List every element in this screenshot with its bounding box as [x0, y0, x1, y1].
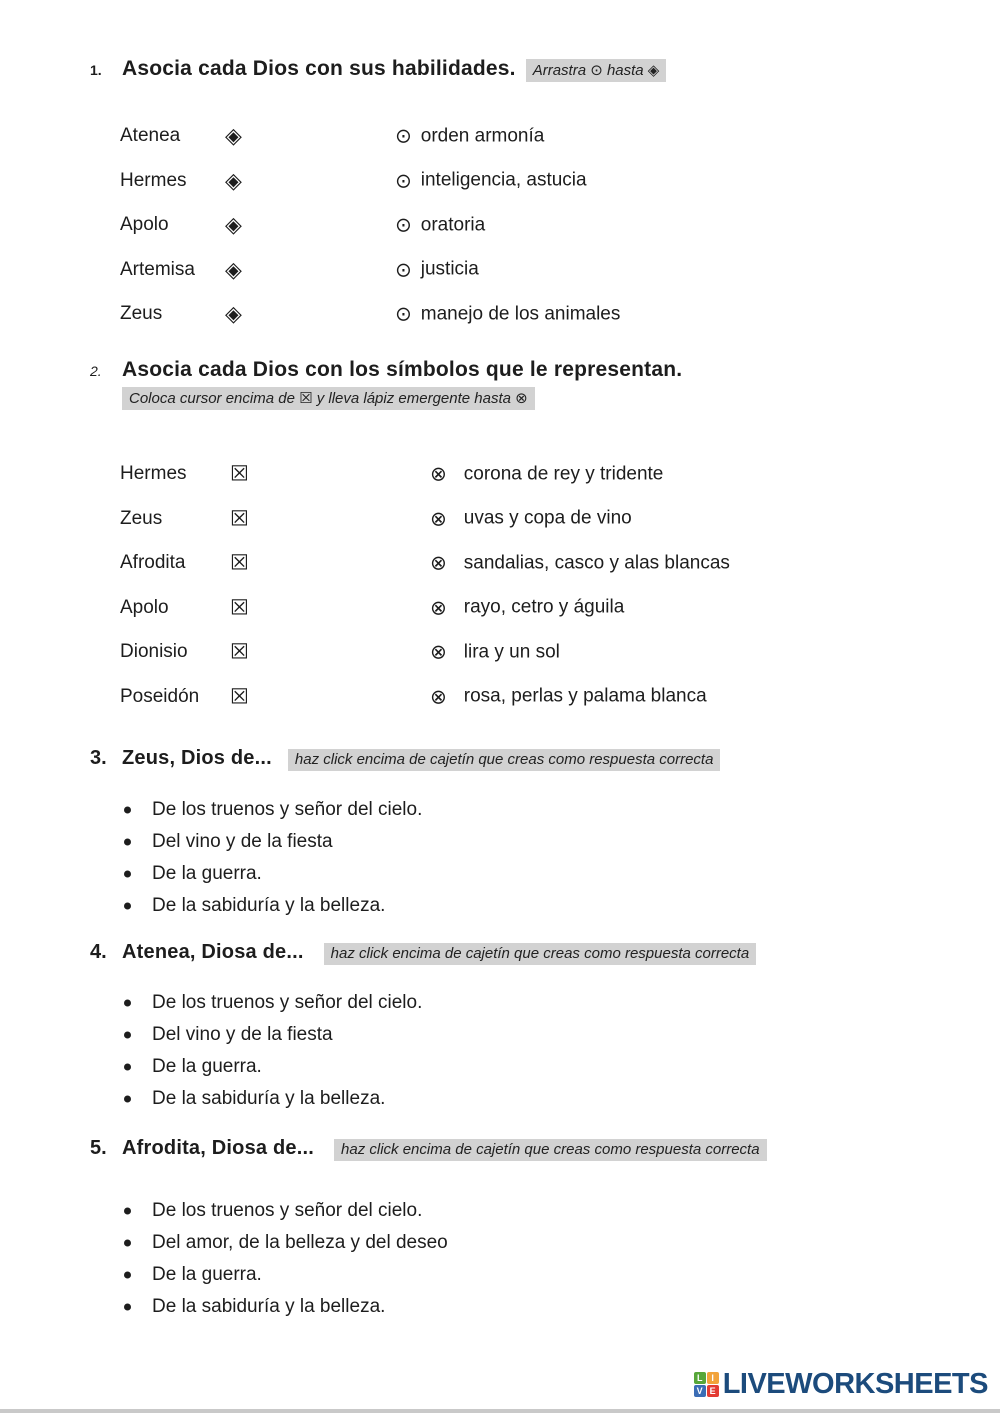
god-name: Zeus — [120, 507, 163, 529]
bullet-icon — [124, 1272, 131, 1279]
bullet-icon — [124, 1304, 131, 1311]
circled-x-handle-icon[interactable]: ⊗ — [430, 552, 447, 575]
match-text: manejo de los animales — [420, 303, 621, 325]
answer-option[interactable] — [122, 794, 822, 826]
instruction-highlight: Arrastra ⊙ hasta ◈ — [526, 59, 667, 82]
logo-square-v: V — [694, 1385, 706, 1397]
options-list-q4 — [122, 987, 822, 1115]
answer-option[interactable] — [122, 1051, 822, 1083]
bullet-icon — [124, 1064, 131, 1071]
answer-option[interactable] — [122, 858, 822, 890]
answer-text: Del vino y de la fiesta — [152, 1024, 333, 1045]
bullet-icon — [124, 871, 131, 878]
diamond-target-icon[interactable]: ◈ — [225, 212, 242, 238]
answer-text: De la guerra. — [152, 863, 262, 884]
god-name: Poseidón — [120, 685, 200, 707]
brand-text: LIVEWORKSHEETS — [722, 1368, 988, 1400]
question-title: Zeus, Dios de... — [122, 747, 272, 769]
answer-option[interactable] — [122, 1083, 822, 1115]
instruction-highlight: Coloca cursor encima de ☒ y lleva lápiz emergente hasta ⊗ — [122, 387, 535, 410]
match-text: uvas y copa de vino — [463, 507, 632, 529]
match-text: orden armonía — [420, 125, 545, 147]
diamond-target-icon[interactable]: ◈ — [225, 256, 242, 282]
match-option — [430, 595, 624, 620]
question-title: Afrodita, Diosa de... — [122, 1137, 315, 1159]
circle-dot-handle-icon[interactable]: ⊙ — [395, 125, 412, 148]
bullet-icon — [124, 1096, 131, 1103]
match-row — [120, 203, 900, 248]
diamond-target-icon[interactable]: ◈ — [225, 167, 242, 193]
question-4-header — [90, 941, 756, 965]
match-option — [430, 506, 632, 531]
question-3-header — [90, 747, 720, 771]
page-edge-strip — [0, 1409, 1000, 1413]
question-number: 2. — [90, 363, 102, 379]
answer-text: De la guerra. — [152, 1264, 262, 1285]
god-name: Hermes — [120, 463, 187, 485]
circle-dot-handle-icon[interactable]: ⊙ — [395, 259, 412, 282]
circle-dot-handle-icon[interactable]: ⊙ — [395, 170, 412, 193]
bullet-icon — [124, 1240, 131, 1247]
checkbox-x-icon[interactable]: ☒ — [230, 685, 249, 709]
liveworksheets-logo-icon — [694, 1372, 719, 1397]
match-option — [395, 213, 485, 238]
match-option — [430, 640, 560, 665]
match-text: corona de rey y tridente — [463, 463, 664, 485]
match-option — [395, 257, 479, 282]
match-text: sandalias, casco y alas blancas — [463, 552, 730, 574]
match-row — [120, 114, 900, 159]
circle-dot-handle-icon[interactable]: ⊙ — [395, 303, 412, 326]
question-2-header — [90, 358, 682, 410]
god-name: Artemisa — [120, 258, 195, 280]
match-row — [120, 675, 900, 720]
bullet-icon — [124, 903, 131, 910]
question-title: Asocia cada Dios con los símbolos que le representan. — [122, 358, 683, 381]
matching-list-q2 — [120, 452, 900, 719]
bullet-icon — [124, 839, 131, 846]
instruction-highlight: haz click encima de cajetín que creas como respuesta correcta — [288, 749, 721, 771]
options-list-q5 — [122, 1195, 822, 1323]
circled-x-handle-icon[interactable]: ⊗ — [430, 686, 447, 709]
god-name: Zeus — [120, 303, 163, 325]
checkbox-x-icon[interactable]: ☒ — [230, 551, 249, 575]
diamond-target-icon[interactable]: ◈ — [225, 301, 242, 327]
bullet-icon — [124, 1208, 131, 1215]
answer-option[interactable] — [122, 1259, 822, 1291]
logo-square-e: E — [707, 1385, 719, 1397]
checkbox-x-icon[interactable]: ☒ — [230, 462, 249, 486]
checkbox-x-icon[interactable]: ☒ — [230, 596, 249, 620]
matching-list-q1 — [120, 114, 900, 337]
bullet-icon — [124, 807, 131, 814]
answer-text: De la guerra. — [152, 1056, 262, 1077]
question-title: Asocia cada Dios con sus habilidades. — [122, 57, 516, 80]
checkbox-x-icon[interactable]: ☒ — [230, 640, 249, 664]
god-name: Atenea — [120, 125, 181, 147]
question-number: 4. — [90, 941, 107, 963]
logo-square-l: L — [694, 1372, 706, 1384]
question-title: Atenea, Diosa de... — [122, 941, 304, 963]
answer-option[interactable] — [122, 1227, 822, 1259]
god-name: Apolo — [120, 214, 169, 236]
answer-text: De los truenos y señor del cielo. — [152, 1200, 423, 1221]
match-row — [120, 586, 900, 631]
question-number: 3. — [90, 747, 107, 769]
question-1-header — [90, 57, 666, 82]
match-option — [430, 462, 663, 487]
checkbox-x-icon[interactable]: ☒ — [230, 507, 249, 531]
circled-x-handle-icon[interactable]: ⊗ — [430, 597, 447, 620]
answer-text: De la sabiduría y la belleza. — [152, 1088, 386, 1109]
answer-text: Del amor, de la belleza y del deseo — [152, 1232, 448, 1253]
god-name: Hermes — [120, 169, 187, 191]
options-list-q3 — [122, 794, 822, 922]
match-text: oratoria — [420, 214, 486, 236]
answer-text: De los truenos y señor del cielo. — [152, 799, 423, 820]
answer-option[interactable] — [122, 1019, 822, 1051]
match-option — [395, 302, 620, 327]
answer-option[interactable] — [122, 1291, 822, 1323]
match-option — [395, 124, 544, 149]
circle-dot-handle-icon[interactable]: ⊙ — [395, 214, 412, 237]
match-text: justicia — [420, 258, 479, 280]
match-row — [120, 292, 900, 337]
god-name: Dionisio — [120, 641, 188, 663]
diamond-target-icon[interactable]: ◈ — [225, 123, 242, 149]
answer-text: De la sabiduría y la belleza. — [152, 895, 386, 916]
answer-option[interactable] — [122, 987, 822, 1019]
answer-option[interactable] — [122, 826, 822, 858]
match-option — [430, 684, 707, 709]
bullet-icon — [124, 1000, 131, 1007]
match-text: rosa, perlas y palama blanca — [463, 685, 707, 707]
match-option — [430, 551, 730, 576]
question-number: 5. — [90, 1137, 107, 1159]
god-name: Apolo — [120, 596, 169, 618]
question-5-header — [90, 1137, 767, 1161]
circled-x-handle-icon[interactable]: ⊗ — [430, 508, 447, 531]
instruction-highlight: haz click encima de cajetín que creas como respuesta correcta — [324, 943, 757, 965]
circled-x-handle-icon[interactable]: ⊗ — [430, 641, 447, 664]
match-row — [120, 541, 900, 586]
answer-option[interactable] — [122, 890, 822, 922]
instruction-highlight: haz click encima de cajetín que creas como respuesta correcta — [334, 1139, 767, 1161]
match-text: inteligencia, astucia — [420, 169, 587, 191]
god-name: Afrodita — [120, 552, 186, 574]
circled-x-handle-icon[interactable]: ⊗ — [430, 463, 447, 486]
liveworksheets-logo[interactable] — [694, 1368, 988, 1401]
match-row — [120, 630, 900, 675]
logo-square-i: I — [707, 1372, 719, 1384]
match-row — [120, 159, 900, 204]
match-row — [120, 497, 900, 542]
bullet-icon — [124, 1032, 131, 1039]
question-number: 1. — [90, 62, 102, 78]
answer-text: Del vino y de la fiesta — [152, 831, 333, 852]
match-row — [120, 248, 900, 293]
answer-text: De los truenos y señor del cielo. — [152, 992, 423, 1013]
match-option — [395, 168, 587, 193]
match-row — [120, 452, 900, 497]
answer-text: De la sabiduría y la belleza. — [152, 1296, 386, 1317]
match-text: lira y un sol — [463, 641, 560, 663]
answer-option[interactable] — [122, 1195, 822, 1227]
match-text: rayo, cetro y águila — [463, 596, 625, 618]
